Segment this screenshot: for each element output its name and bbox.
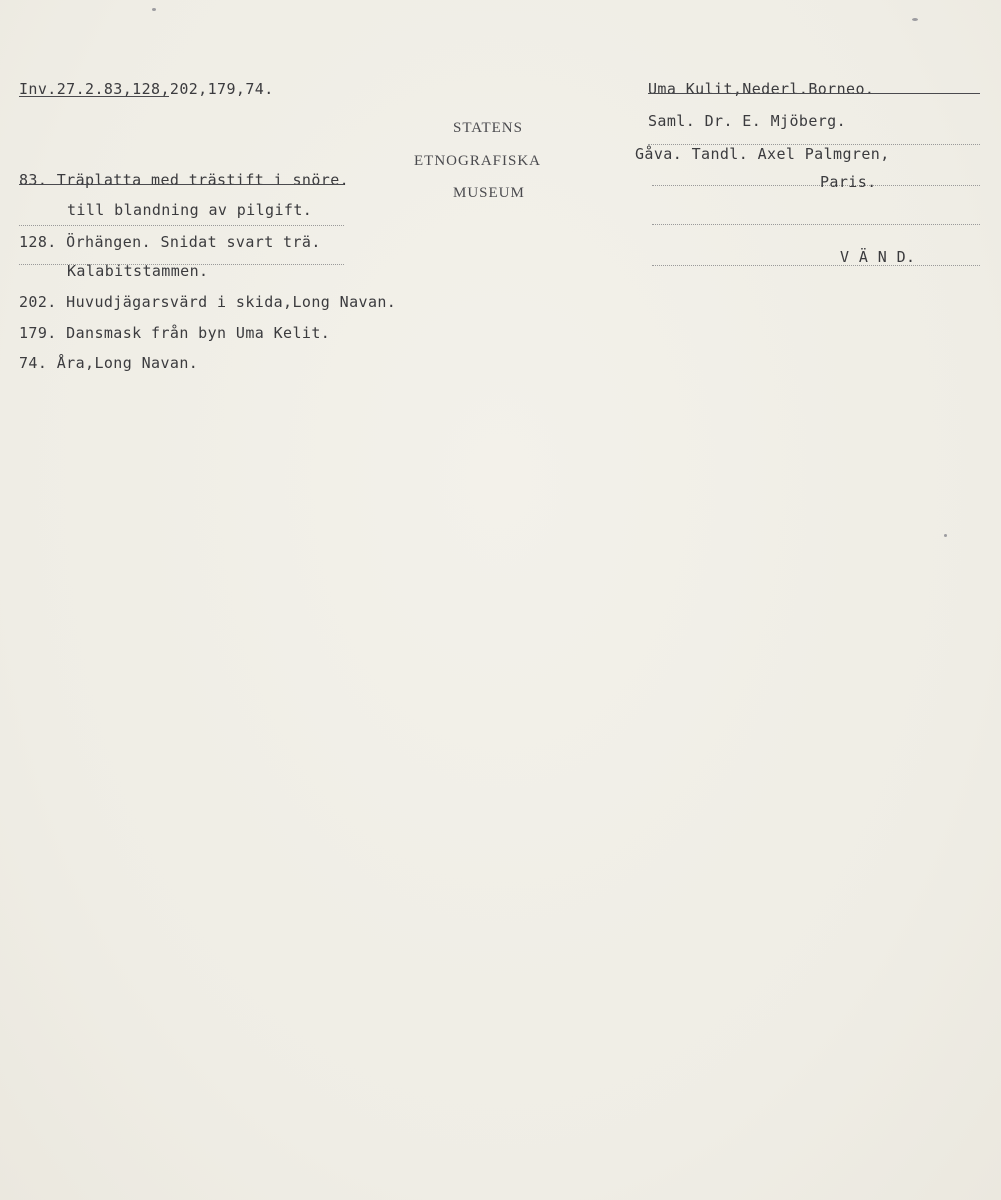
item-74: 74. Åra,Long Navan. [19,354,199,372]
donor-city: Paris. [820,173,877,191]
inventory-numbers: Inv.27.2.83,128,202,179,74. [19,80,274,98]
item-128-line1: 128. Örhängen. Snidat svart trä. [19,233,321,251]
strike-line [648,93,980,94]
item-83-line1: 83. Träplatta med trästift i snöre. [19,171,350,189]
dotted-rule [652,265,980,266]
item-128-line2: Kalabitstammen. [67,262,209,280]
dotted-rule [652,185,980,186]
stamp-statens: STATENS [453,120,523,136]
donor-line: Gåva. Tandl. Axel Palmgren, [635,145,890,163]
strike-line [19,184,344,185]
strike-line [19,96,169,97]
stamp-etnografiska: ETNOGRAFISKA [414,153,542,169]
item-202: 202. Huvudjägarsvärd i skida,Long Navan. [19,293,397,311]
origin-line: Uma Kulit,Nederl.Borneo. [648,80,875,98]
item-83-line2: till blandning av pilgift. [67,201,313,219]
paper-speck [944,534,947,537]
dotted-rule [652,224,980,225]
dotted-rule [19,225,344,226]
turn-instruction: V Ä N D. [840,248,916,266]
collection-line: Saml. Dr. E. Mjöberg. [648,112,847,130]
paper-speck [912,18,918,21]
paper-speck [152,8,156,11]
stamp-museum: MUSEUM [453,185,525,201]
item-179: 179. Dansmask från byn Uma Kelit. [19,324,331,342]
